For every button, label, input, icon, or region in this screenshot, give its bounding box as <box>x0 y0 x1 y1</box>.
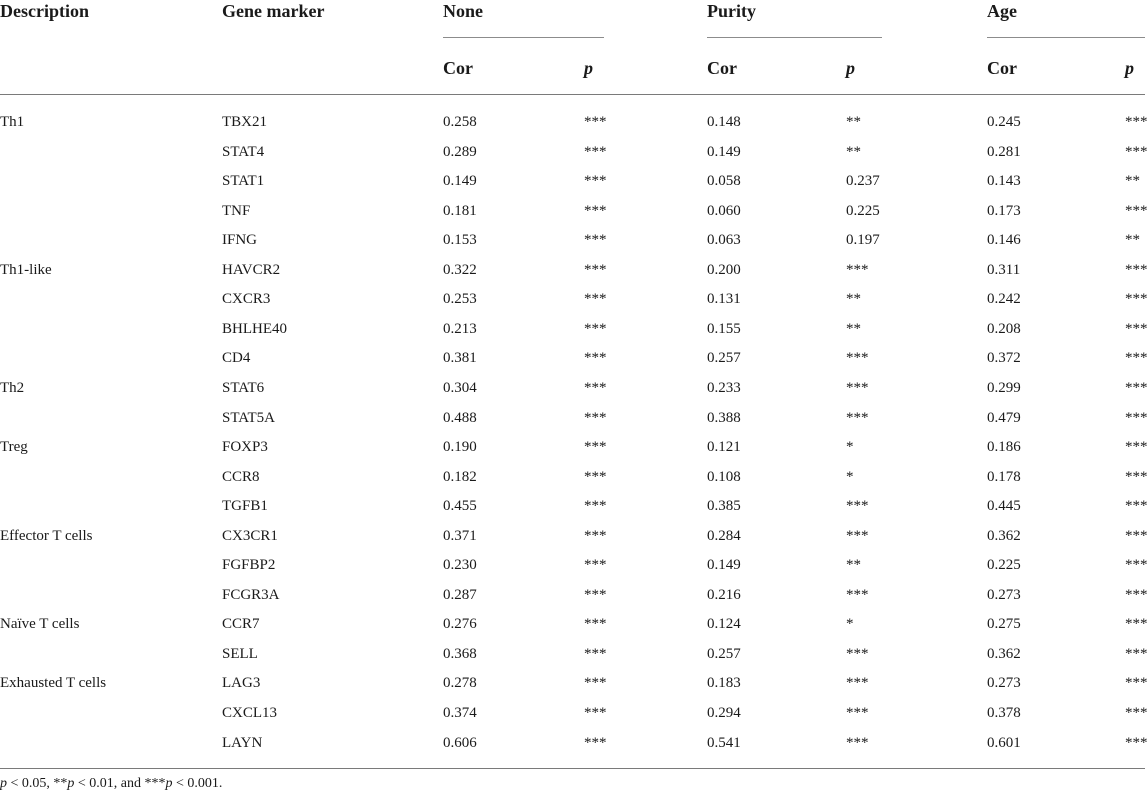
purity-cor-cell: 0.148 <box>707 114 741 130</box>
none-cor-cell: 0.278 <box>443 675 477 692</box>
none-p-cell: *** <box>584 202 607 219</box>
age-p-cell: *** <box>1125 616 1148 633</box>
none-cor-cell: 0.276 <box>443 616 477 633</box>
subheader-age-p: p <box>1125 58 1134 78</box>
gene-marker-cell: LAYN <box>222 734 263 751</box>
age-p-cell: *** <box>1125 143 1148 160</box>
purity-p-cell: ** <box>846 557 861 574</box>
purity-p-cell: *** <box>846 261 869 278</box>
header-group-age: Age <box>987 1 1017 21</box>
purity-p-cell: *** <box>846 734 869 751</box>
subheader-purity-cor: Cor <box>707 58 737 78</box>
gene-marker-cell: SELL <box>222 645 258 662</box>
gene-marker-cell: STAT4 <box>222 143 265 160</box>
age-p-cell: *** <box>1125 557 1148 574</box>
age-cor-cell: 0.273 <box>987 586 1021 603</box>
age-p-cell: *** <box>1125 114 1148 130</box>
purity-p-cell: ** <box>846 143 861 160</box>
none-cor-cell: 0.455 <box>443 498 477 515</box>
none-cor-cell: 0.153 <box>443 232 477 249</box>
description-cell: Exhausted T cells <box>0 675 107 692</box>
age-p-cell: *** <box>1125 468 1148 485</box>
none-p-cell: *** <box>584 232 607 249</box>
age-cor-cell: 0.299 <box>987 379 1021 396</box>
footnote-p2: p <box>67 776 75 791</box>
purity-p-cell: *** <box>846 379 869 396</box>
age-cor-cell: 0.245 <box>987 114 1021 130</box>
age-p-cell: ** <box>1125 232 1140 249</box>
group-rule-purity <box>707 37 882 38</box>
age-p-cell: *** <box>1125 320 1148 337</box>
purity-p-cell: ** <box>846 320 861 337</box>
age-cor-cell: 0.186 <box>987 439 1021 456</box>
subheader-none-cor: Cor <box>443 58 473 78</box>
age-p-cell: *** <box>1125 527 1148 544</box>
none-cor-cell: 0.213 <box>443 320 477 337</box>
age-p-cell: *** <box>1125 498 1148 515</box>
purity-p-cell: 0.237 <box>846 173 880 190</box>
purity-cor-cell: 0.183 <box>707 675 741 692</box>
header-group-none: None <box>443 1 483 21</box>
age-p-cell: *** <box>1125 409 1148 426</box>
none-p-cell: *** <box>584 143 607 160</box>
purity-cor-cell: 0.149 <box>707 557 741 574</box>
none-p-cell: *** <box>584 409 607 426</box>
age-p-cell: *** <box>1125 202 1148 219</box>
age-cor-cell: 0.143 <box>987 173 1021 190</box>
purity-cor-cell: 0.155 <box>707 320 741 337</box>
purity-cor-cell: 0.294 <box>707 705 741 721</box>
age-cor-cell: 0.173 <box>987 202 1021 219</box>
purity-cor-cell: 0.149 <box>707 143 741 160</box>
purity-p-cell: ** <box>846 114 861 130</box>
table-footnote <box>0 776 222 792</box>
none-cor-cell: 0.181 <box>443 202 477 219</box>
purity-cor-cell: 0.063 <box>707 232 741 249</box>
age-p-cell: *** <box>1125 586 1148 603</box>
purity-p-cell: 0.197 <box>846 232 880 249</box>
description-cell: Naïve T cells <box>0 616 80 633</box>
age-cor-cell: 0.242 <box>987 291 1021 308</box>
none-cor-cell: 0.253 <box>443 291 477 308</box>
subheader-age-cor: Cor <box>987 58 1017 78</box>
footnote-t3: < 0.001. <box>172 776 223 791</box>
gene-marker-cell: LAG3 <box>222 675 261 692</box>
gene-marker-cell: FCGR3A <box>222 586 280 603</box>
gene-marker-cell: CXCR3 <box>222 291 271 308</box>
gene-marker-cell: STAT1 <box>222 173 265 190</box>
purity-p-cell: *** <box>846 409 869 426</box>
description-cell: Th2 <box>0 379 25 396</box>
purity-cor-cell: 0.257 <box>707 350 741 367</box>
age-cor-cell: 0.281 <box>987 143 1021 160</box>
age-cor-cell: 0.178 <box>987 468 1021 485</box>
gene-marker-cell: FOXP3 <box>222 439 268 456</box>
none-p-cell: *** <box>584 498 607 515</box>
none-cor-cell: 0.304 <box>443 379 477 396</box>
purity-p-cell: 0.225 <box>846 202 880 219</box>
none-p-cell: *** <box>584 468 607 485</box>
age-cor-cell: 0.445 <box>987 498 1021 515</box>
subheader-purity-p: p <box>846 58 855 78</box>
purity-cor-cell: 0.257 <box>707 645 741 662</box>
age-p-cell: *** <box>1125 645 1148 662</box>
purity-cor-cell: 0.388 <box>707 409 741 426</box>
group-rule-age <box>987 37 1145 38</box>
age-p-cell: *** <box>1125 261 1148 278</box>
none-cor-cell: 0.374 <box>443 705 477 721</box>
purity-p-cell: *** <box>846 527 869 544</box>
age-cor-cell: 0.275 <box>987 616 1021 633</box>
gene-marker-cell: HAVCR2 <box>222 261 281 278</box>
gene-marker-cell: FGFBP2 <box>222 557 276 574</box>
none-p-cell: *** <box>584 705 607 721</box>
none-p-cell: *** <box>584 261 607 278</box>
footnote-t1: < 0.05, ** <box>7 776 68 791</box>
age-p-cell: *** <box>1125 675 1148 692</box>
none-cor-cell: 0.190 <box>443 439 477 456</box>
none-p-cell: *** <box>584 173 607 190</box>
none-p-cell: *** <box>584 379 607 396</box>
age-cor-cell: 0.362 <box>987 645 1021 662</box>
age-p-cell: ** <box>1125 173 1140 190</box>
none-p-cell: *** <box>584 439 607 456</box>
none-cor-cell: 0.289 <box>443 143 477 160</box>
purity-cor-cell: 0.124 <box>707 616 741 633</box>
header-bottom-rule <box>0 94 1145 95</box>
purity-cor-cell: 0.216 <box>707 586 741 603</box>
purity-cor-cell: 0.121 <box>707 439 741 456</box>
header-group-purity: Purity <box>707 1 756 21</box>
purity-cor-cell: 0.385 <box>707 498 741 515</box>
description-cell: Th1 <box>0 114 25 130</box>
none-p-cell: *** <box>584 616 607 633</box>
none-cor-cell: 0.182 <box>443 468 477 485</box>
age-p-cell: *** <box>1125 350 1148 367</box>
gene-marker-cell: TBX21 <box>222 114 267 130</box>
age-cor-cell: 0.311 <box>987 261 1021 278</box>
none-cor-cell: 0.368 <box>443 645 477 662</box>
purity-p-cell: ** <box>846 291 861 308</box>
none-cor-cell: 0.381 <box>443 350 477 367</box>
age-cor-cell: 0.362 <box>987 527 1021 544</box>
gene-marker-cell: TGFB1 <box>222 498 268 515</box>
purity-p-cell: *** <box>846 645 869 662</box>
gene-marker-cell: BHLHE40 <box>222 320 287 337</box>
footnote-p3: p <box>165 776 173 791</box>
purity-cor-cell: 0.541 <box>707 734 741 751</box>
age-cor-cell: 0.372 <box>987 350 1021 367</box>
gene-marker-cell: IFNG <box>222 232 258 249</box>
purity-cor-cell: 0.233 <box>707 379 741 396</box>
age-p-cell: *** <box>1125 705 1148 721</box>
none-cor-cell: 0.606 <box>443 734 477 751</box>
age-p-cell: *** <box>1125 439 1148 456</box>
none-cor-cell: 0.371 <box>443 527 477 544</box>
none-p-cell: *** <box>584 320 607 337</box>
description-cell: Th1-like <box>0 261 52 278</box>
none-p-cell: *** <box>584 675 607 692</box>
purity-p-cell: *** <box>846 498 869 515</box>
none-p-cell: *** <box>584 291 607 308</box>
age-p-cell: *** <box>1125 379 1148 396</box>
description-cell: Treg <box>0 439 28 456</box>
gene-marker-cell: CCR8 <box>222 468 260 485</box>
purity-cor-cell: 0.131 <box>707 291 741 308</box>
footnote-p1: p <box>0 776 7 791</box>
none-p-cell: *** <box>584 734 607 751</box>
gene-marker-cell: CXCL13 <box>222 705 278 721</box>
none-cor-cell: 0.230 <box>443 557 477 574</box>
purity-cor-cell: 0.058 <box>707 173 741 190</box>
none-p-cell: *** <box>584 557 607 574</box>
gene-marker-cell: TNF <box>222 202 251 219</box>
none-p-cell: *** <box>584 586 607 603</box>
age-cor-cell: 0.146 <box>987 232 1021 249</box>
purity-cor-cell: 0.060 <box>707 202 741 219</box>
header-description: Description <box>0 1 89 21</box>
footnote-t2: < 0.01, and *** <box>74 776 166 791</box>
subheader-none-p: p <box>584 58 593 78</box>
table-bottom-rule <box>0 768 1145 769</box>
none-cor-cell: 0.488 <box>443 409 477 426</box>
age-cor-cell: 0.273 <box>987 675 1021 692</box>
age-cor-cell: 0.378 <box>987 705 1021 721</box>
gene-marker-cell: CCR7 <box>222 616 260 633</box>
purity-p-cell: * <box>846 616 854 633</box>
header-gene-marker: Gene marker <box>222 1 325 21</box>
gene-marker-cell: CD4 <box>222 350 251 367</box>
age-p-cell: *** <box>1125 291 1148 308</box>
group-rule-none <box>443 37 604 38</box>
purity-p-cell: *** <box>846 586 869 603</box>
purity-p-cell: *** <box>846 705 869 721</box>
purity-p-cell: *** <box>846 350 869 367</box>
purity-cor-cell: 0.108 <box>707 468 741 485</box>
purity-p-cell: * <box>846 439 854 456</box>
purity-cor-cell: 0.284 <box>707 527 741 544</box>
age-cor-cell: 0.479 <box>987 409 1021 426</box>
purity-p-cell: * <box>846 468 854 485</box>
purity-p-cell: *** <box>846 675 869 692</box>
none-cor-cell: 0.287 <box>443 586 477 603</box>
gene-marker-cell: CX3CR1 <box>222 527 278 544</box>
gene-marker-cell: STAT6 <box>222 379 265 396</box>
none-cor-cell: 0.258 <box>443 114 477 130</box>
age-cor-cell: 0.601 <box>987 734 1021 751</box>
none-p-cell: *** <box>584 527 607 544</box>
gene-marker-cell: STAT5A <box>222 409 275 426</box>
none-p-cell: *** <box>584 114 607 130</box>
age-cor-cell: 0.208 <box>987 320 1021 337</box>
none-cor-cell: 0.149 <box>443 173 477 190</box>
none-p-cell: *** <box>584 645 607 662</box>
description-cell: Effector T cells <box>0 527 93 544</box>
none-p-cell: *** <box>584 350 607 367</box>
age-cor-cell: 0.225 <box>987 557 1021 574</box>
age-p-cell: *** <box>1125 734 1148 751</box>
none-cor-cell: 0.322 <box>443 261 477 278</box>
purity-cor-cell: 0.200 <box>707 261 741 278</box>
